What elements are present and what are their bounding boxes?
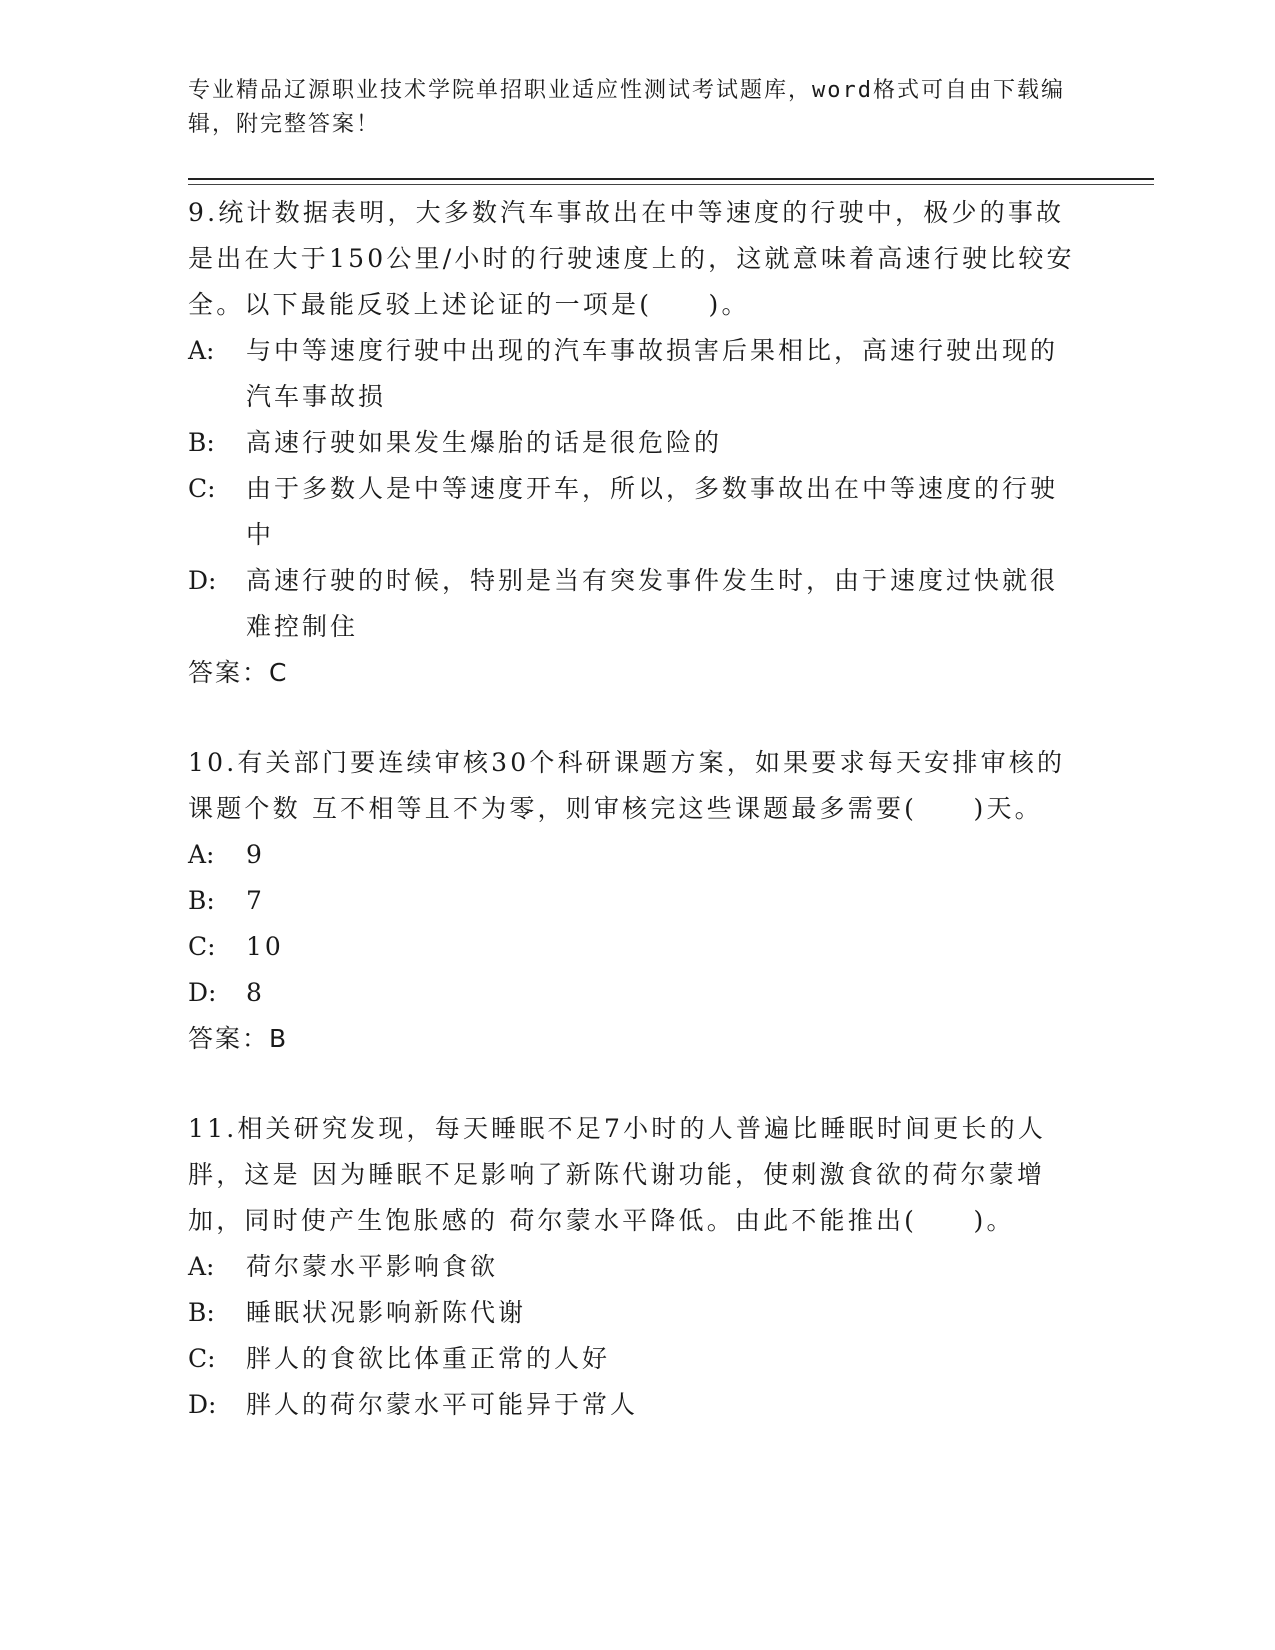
question-list (188, 190, 1084, 1428)
option-text: 睡眠状况影响新陈代谢 (246, 1298, 527, 1327)
option-b (188, 878, 1084, 924)
option-letter: A: (188, 336, 215, 365)
option-letter: D: (188, 978, 217, 1007)
option-a (188, 328, 1084, 420)
question-stem: 10.有关部门要连续审核30个科研课题方案，如果要求每天安排审核的课题个数 互不相等且不为零，则审核完这些课题最多需要( )天。 (188, 748, 1066, 823)
option-letter: D: (188, 566, 217, 595)
option-d (188, 1382, 1084, 1428)
option-a (188, 832, 1084, 878)
option-text: 胖人的荷尔蒙水平可能异于常人 (246, 1390, 639, 1419)
option-c (188, 466, 1084, 558)
question-stem: 9.统计数据表明，大多数汽车事故出在中等速度的行驶中，极少的事故是出在大于150公里/小时的行驶速度上的，这就意味着高速行驶比较安全。以下最能反驳上述论证的一项是( )。 (188, 198, 1075, 319)
option-letter: D: (188, 1390, 217, 1419)
option-text: 高速行驶如果发生爆胎的话是很危险的 (246, 428, 723, 457)
option-text: 8 (246, 978, 265, 1007)
option-d (188, 558, 1084, 650)
answer-label: 答案：C (188, 658, 289, 687)
option-d (188, 970, 1084, 1016)
option-letter: A: (188, 1252, 215, 1281)
option-b (188, 420, 1084, 466)
option-text: 荷尔蒙水平影响食欲 (246, 1252, 499, 1281)
option-text: 由于多数人是中等速度开车，所以，多数事故出在中等速度的行驶中 (246, 474, 1059, 549)
option-text: 7 (246, 886, 265, 915)
option-letter: A: (188, 840, 215, 869)
question-stem: 11.相关研究发现，每天睡眠不足7小时的人普遍比睡眠时间更长的人胖，这是 因为睡眠不足影响了新陈代谢功能，使刺激食欲的荷尔蒙增加，同时使产生饱胀感的 荷尔蒙水平降低。由此不能推出( )。 (188, 1114, 1047, 1235)
option-letter: B: (188, 1298, 215, 1327)
question-9 (188, 190, 1084, 696)
option-text: 高速行驶的时候，特别是当有突发事件发生时，由于速度过快就很难控制住 (246, 566, 1059, 641)
answer-label: 答案：B (188, 1024, 289, 1053)
page-header: 专业精品辽源职业技术学院单招职业适应性测试考试题库，word格式可自由下载编辑，附完整答案！ (188, 78, 1065, 137)
option-letter: C: (188, 1344, 216, 1373)
header-divider (188, 178, 1154, 180)
question-11 (188, 1106, 1084, 1428)
question-10 (188, 740, 1084, 1062)
option-text: 与中等速度行驶中出现的汽车事故损害后果相比，高速行驶出现的汽车事故损 (246, 336, 1059, 411)
option-text: 9 (246, 840, 265, 869)
header-divider-thin (188, 184, 1154, 185)
option-c (188, 1336, 1084, 1382)
option-c (188, 924, 1084, 970)
option-text: 10 (246, 932, 284, 961)
option-a (188, 1244, 1084, 1290)
option-b (188, 1290, 1084, 1336)
option-letter: B: (188, 428, 215, 457)
option-letter: C: (188, 474, 216, 503)
option-text: 胖人的食欲比体重正常的人好 (246, 1344, 611, 1373)
option-letter: C: (188, 932, 216, 961)
option-letter: B: (188, 886, 215, 915)
